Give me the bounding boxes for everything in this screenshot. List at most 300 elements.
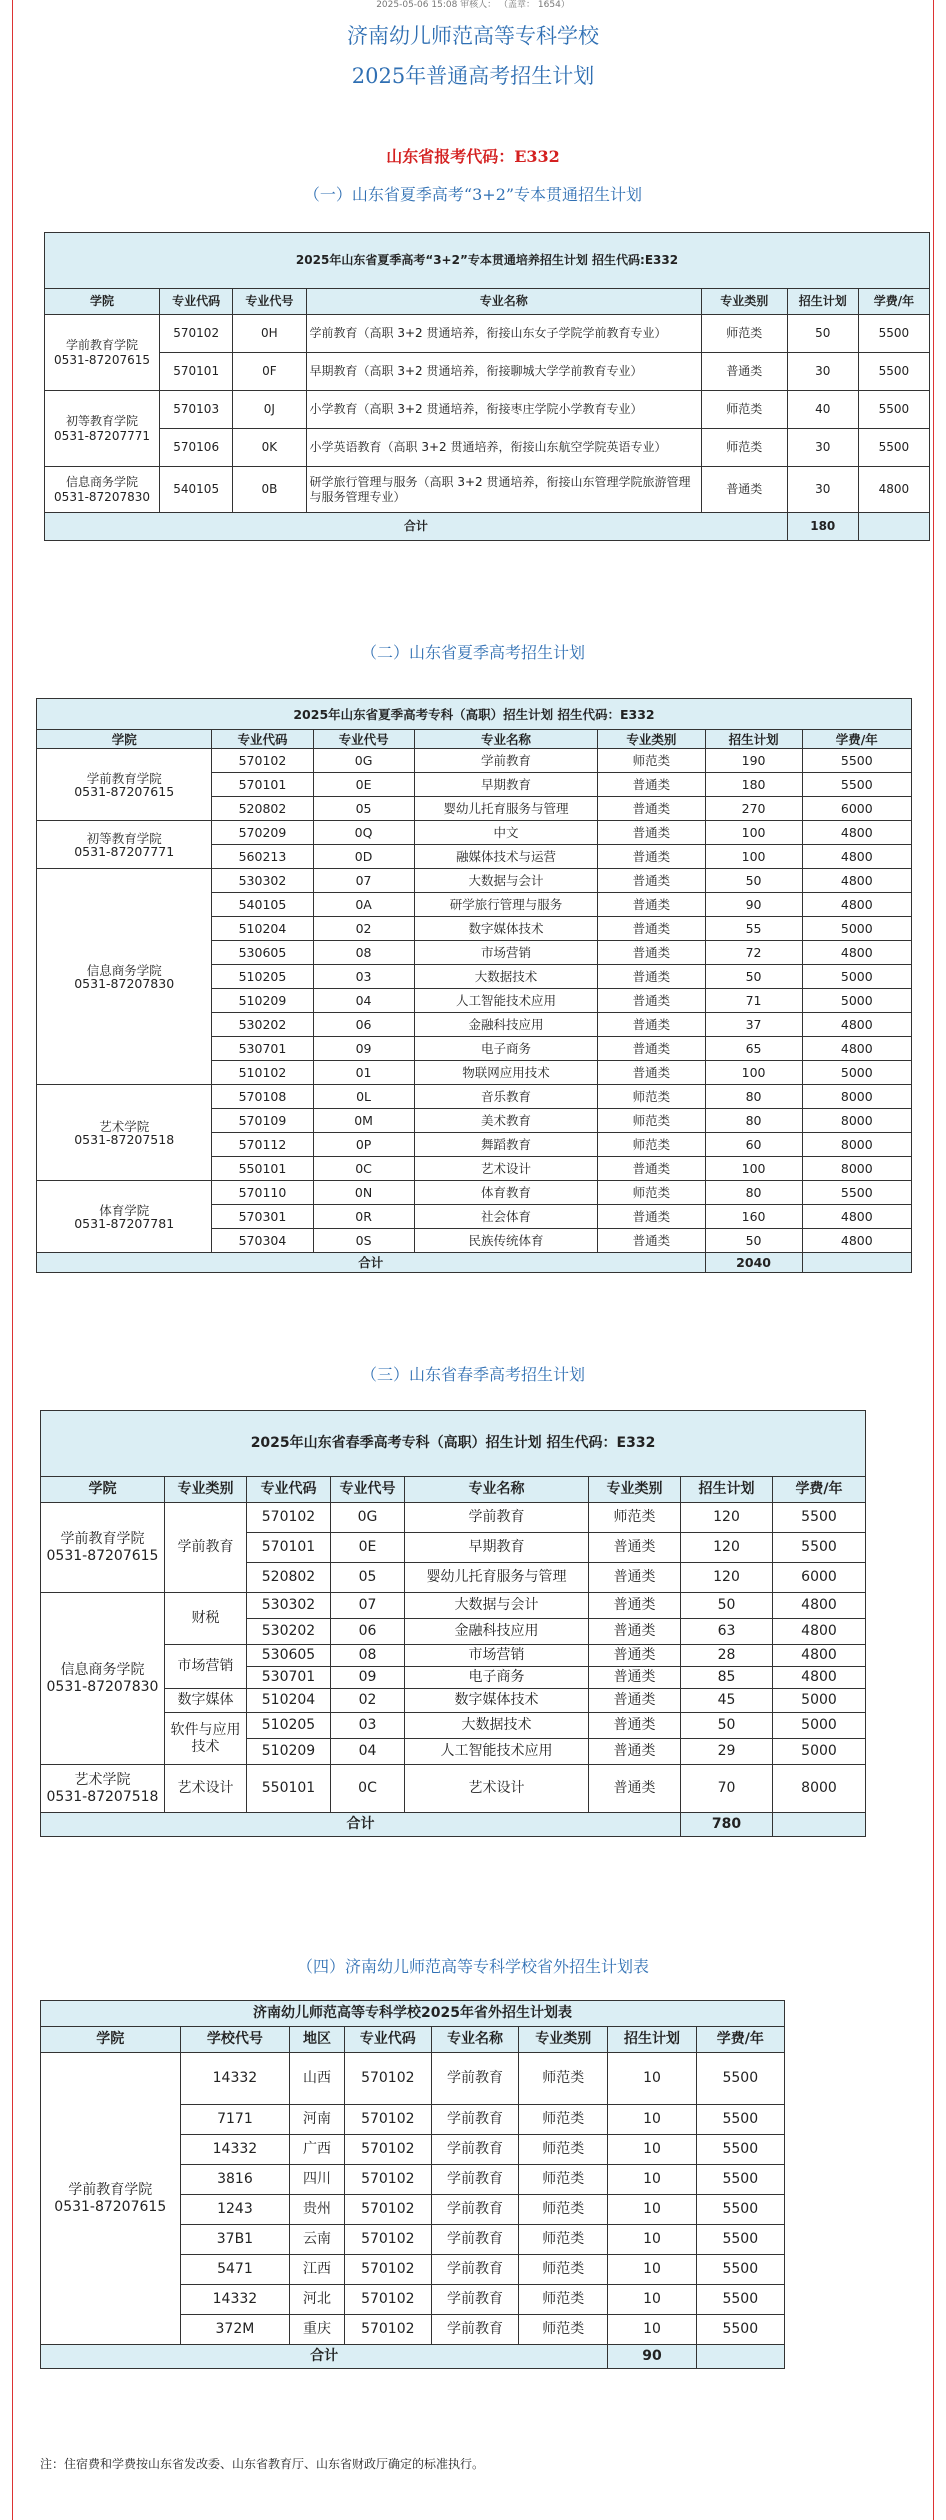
cell-code: 570108 [212,1085,313,1109]
table-title-row [45,233,930,289]
table-title-row [41,2001,785,2027]
cell-code: 510204 [212,917,313,941]
cell-tuition: 5000 [802,989,911,1013]
cell-category: 普通类 [589,1713,681,1739]
cell-name: 早期教育（高职 3+2 贯通培养，衔接聊城大学学前教育专业） [306,353,701,391]
cell-tuition: 5500 [696,2105,784,2135]
cell-category: 普通类 [598,941,705,965]
college-cell: 信息商务学院 0531-87207830 [45,467,160,513]
cell-quota: 30 [787,353,858,391]
cell-region: 重庆 [290,2315,344,2345]
cell-tuition: 4800 [773,1619,866,1645]
cell-name: 人工智能技术应用 [414,989,598,1013]
cell-category: 普通类 [589,1645,681,1667]
header-cell: 招生计划 [681,1477,773,1503]
cell-code: 520802 [247,1563,331,1593]
cell-tuition: 8000 [773,1765,866,1813]
right-border-rule [933,0,934,2520]
cell-name: 物联网应用技术 [414,1061,598,1085]
cell-number: 03 [331,1713,405,1739]
cell-name: 中文 [414,821,598,845]
cell-quota: 10 [608,2053,696,2105]
cell-code: 510204 [247,1689,331,1713]
total-empty [696,2345,784,2369]
section1-heading: （一）山东省夏季高考“3+2”专本贯通招生计划 [303,185,643,204]
header-cell: 专业代号 [233,289,306,315]
cell-quota: 71 [705,989,802,1013]
cell-school-code: 372M [180,2315,290,2345]
header-cell: 专业代码 [247,1477,331,1503]
cell-code: 570102 [344,2053,431,2105]
table-row [41,1645,866,1667]
total-label: 合计 [45,513,788,541]
total-row [37,1253,912,1273]
table-row [45,391,930,429]
cell-quota: 50 [681,1593,773,1619]
table-row [45,315,930,353]
cell-name: 市场营销 [414,941,598,965]
table-row [41,1689,866,1713]
cell-number: 0F [233,353,306,391]
cell-region: 广西 [290,2135,344,2165]
cell-name: 大数据与会计 [414,869,598,893]
total-row [45,513,930,541]
cell-name: 体育教育 [414,1181,598,1205]
cell-tuition: 5500 [696,2255,784,2285]
cell-number: 08 [331,1645,405,1667]
table-section3 [40,1410,866,1837]
cell-code: 570102 [344,2135,431,2165]
cell-code: 570112 [212,1133,313,1157]
header-cell: 专业代码 [160,289,233,315]
cell-category: 师范类 [598,1085,705,1109]
cell-tuition: 5500 [696,2225,784,2255]
cell-code: 570102 [344,2285,431,2315]
cell-name: 电子商务 [405,1667,589,1689]
cell-quota: 63 [681,1619,773,1645]
cell-number: 0J [233,391,306,429]
cell-code: 570102 [344,2315,431,2345]
cell-tuition: 5000 [802,965,911,989]
header-cell: 招生计划 [787,289,858,315]
table-row [37,1181,912,1205]
cell-tuition: 5500 [696,2165,784,2195]
cell-number: 0R [313,1205,414,1229]
header-cell: 学院 [37,730,212,749]
table-title-row [37,699,912,730]
cell-tuition: 8000 [802,1157,911,1181]
table-header-row [41,1477,866,1503]
cell-code: 560213 [212,845,313,869]
cell-tuition: 4800 [773,1593,866,1619]
cell-number: 0L [313,1085,414,1109]
cell-name: 研学旅行管理与服务（高职 3+2 贯通培养，衔接山东管理学院旅游管理与服务管理专业） [306,467,701,513]
subject-category-cell: 财税 [165,1593,247,1645]
college-cell: 初等教育学院 0531-87207771 [45,391,160,467]
cell-school-code: 14332 [180,2053,290,2105]
cell-quota: 10 [608,2165,696,2195]
cell-code: 530701 [247,1667,331,1689]
cell-category: 普通类 [598,1205,705,1229]
cell-name: 学前教育（高职 3+2 贯通培养，衔接山东女子学院学前教育专业） [306,315,701,353]
cell-code: 510205 [247,1713,331,1739]
header-cell: 学费/年 [802,730,911,749]
table-header-row [45,289,930,315]
cell-name: 学前教育 [431,2165,518,2195]
cell-name: 市场营销 [405,1645,589,1667]
cell-code: 540105 [212,893,313,917]
cell-code: 570301 [212,1205,313,1229]
cell-tuition: 5500 [696,2053,784,2105]
cell-code: 530701 [212,1037,313,1061]
footnote: 注：住宿费和学费按山东省发改委、山东省教育厅、山东省财政厅确定的标准执行。 [40,2457,485,2471]
header-cell: 专业名称 [431,2027,518,2053]
header-cell: 专业名称 [414,730,598,749]
cell-name: 美术教育 [414,1109,598,1133]
cell-number: 0H [233,315,306,353]
header-cell: 专业类别 [598,730,705,749]
page-subtitle: 2025年普通高考招生计划 [351,64,595,88]
college-cell: 体育学院 0531-87207781 [37,1181,212,1253]
table-row [45,429,930,467]
cell-code: 570110 [212,1181,313,1205]
cell-quota: 10 [608,2315,696,2345]
cell-tuition: 4800 [802,1205,911,1229]
total-label: 合计 [37,1253,706,1273]
section4-heading: （四）济南幼儿师范高等专科学校省外招生计划表 [296,1957,649,1976]
cell-quota: 10 [608,2135,696,2165]
left-border-rule [12,0,13,2520]
cell-number: 0C [331,1765,405,1813]
cell-quota: 10 [608,2225,696,2255]
cell-category: 普通类 [598,893,705,917]
cell-quota: 50 [787,315,858,353]
cell-number: 0A [313,893,414,917]
cell-category: 普通类 [589,1667,681,1689]
table-title: 济南幼儿师范高等专科学校2025年省外招生计划表 [41,2001,785,2027]
cell-name: 民族传统体育 [414,1229,598,1253]
cell-tuition: 4800 [773,1645,866,1667]
cell-tuition: 4800 [802,869,911,893]
cell-region: 河北 [290,2285,344,2315]
cell-quota: 45 [681,1689,773,1713]
table-header-row [41,2027,785,2053]
cell-quota: 80 [705,1181,802,1205]
cell-quota: 28 [681,1645,773,1667]
cell-quota: 29 [681,1739,773,1765]
total-row [41,1813,866,1837]
table-section2 [36,698,912,1273]
cell-number: 0G [331,1503,405,1533]
cell-category: 师范类 [519,2105,608,2135]
cell-tuition: 8000 [802,1133,911,1157]
table-row [41,2053,785,2105]
header-cell: 地区 [290,2027,344,2053]
cell-name: 大数据技术 [414,965,598,989]
cell-tuition: 5500 [858,391,929,429]
cell-category: 普通类 [598,869,705,893]
cell-number: 01 [313,1061,414,1085]
cell-tuition: 4800 [802,1229,911,1253]
cell-category: 师范类 [589,1503,681,1533]
table-title: 2025年山东省夏季高考“3+2”专本贯通培养招生计划 招生代码:E332 [45,233,930,289]
cell-number: 0M [313,1109,414,1133]
cell-code: 530605 [212,941,313,965]
total-label: 合计 [41,1813,681,1837]
header-cell: 招生计划 [608,2027,696,2053]
cell-tuition: 4800 [802,821,911,845]
total-row [41,2345,785,2369]
cell-number: 0C [313,1157,414,1181]
table-row [37,1085,912,1109]
cell-category: 师范类 [598,1181,705,1205]
cell-category: 师范类 [598,1133,705,1157]
cell-quota: 55 [705,917,802,941]
cell-code: 550101 [212,1157,313,1181]
cell-name: 研学旅行管理与服务 [414,893,598,917]
cell-name: 金融科技应用 [414,1013,598,1037]
cell-name: 数字媒体技术 [405,1689,589,1713]
cell-name: 学前教育 [431,2195,518,2225]
cell-category: 普通类 [598,989,705,1013]
cell-quota: 37 [705,1013,802,1037]
cell-code: 570102 [344,2165,431,2195]
cell-name: 早期教育 [405,1533,589,1563]
cell-number: 0D [313,845,414,869]
college-cell: 初等教育学院 0531-87207771 [37,821,212,869]
cell-school-code: 7171 [180,2105,290,2135]
cell-tuition: 5000 [773,1713,866,1739]
header-cell: 专业代号 [331,1477,405,1503]
cell-number: 06 [331,1619,405,1645]
cell-quota: 160 [705,1205,802,1229]
total-value: 180 [787,513,858,541]
cell-code: 570103 [160,391,233,429]
cell-tuition: 5500 [858,429,929,467]
cell-number: 0G [313,749,414,773]
subject-category-cell: 艺术设计 [165,1765,247,1813]
header-cell: 专业类别 [165,1477,247,1503]
cell-name: 大数据与会计 [405,1593,589,1619]
cell-tuition: 5500 [802,773,911,797]
header-cell: 招生计划 [705,730,802,749]
cell-category: 普通类 [598,821,705,845]
cell-quota: 180 [705,773,802,797]
cell-quota: 80 [705,1085,802,1109]
cell-tuition: 4800 [802,1013,911,1037]
cell-quota: 120 [681,1563,773,1593]
cell-number: 05 [331,1563,405,1593]
cell-quota: 100 [705,1157,802,1181]
cell-code: 570106 [160,429,233,467]
cell-number: 07 [313,869,414,893]
cell-tuition: 4800 [773,1667,866,1689]
cell-region: 江西 [290,2255,344,2285]
cell-quota: 50 [705,1229,802,1253]
college-cell: 艺术学院 0531-87207518 [37,1085,212,1181]
college-cell: 信息商务学院 0531-87207830 [41,1593,165,1765]
header-cell: 学校代号 [180,2027,290,2053]
cell-tuition: 5500 [696,2195,784,2225]
cell-category: 普通类 [598,1013,705,1037]
cell-quota: 90 [705,893,802,917]
cell-code: 570209 [212,821,313,845]
cell-category: 师范类 [701,429,787,467]
cell-number: 0Q [313,821,414,845]
cell-tuition: 5500 [773,1503,866,1533]
cell-tuition: 4800 [802,941,911,965]
cell-name: 人工智能技术应用 [405,1739,589,1765]
cell-number: 0E [331,1533,405,1563]
cell-category: 普通类 [701,467,787,513]
cell-region: 云南 [290,2225,344,2255]
cell-category: 普通类 [589,1689,681,1713]
cell-category: 普通类 [598,1229,705,1253]
top-meta-line: 2025-05-06 15:08 审核人： （盖章： 1654） [376,0,570,10]
cell-number: 09 [313,1037,414,1061]
table-row [37,749,912,773]
cell-name: 学前教育 [431,2285,518,2315]
cell-quota: 65 [705,1037,802,1061]
header-cell: 专业类别 [701,289,787,315]
cell-number: 02 [313,917,414,941]
cell-category: 师范类 [701,315,787,353]
college-cell: 信息商务学院 0531-87207830 [37,869,212,1085]
cell-category: 普通类 [589,1563,681,1593]
cell-number: 04 [313,989,414,1013]
cell-tuition: 6000 [802,797,911,821]
cell-quota: 120 [681,1533,773,1563]
cell-code: 530202 [212,1013,313,1037]
cell-number: 03 [313,965,414,989]
cell-number: 04 [331,1739,405,1765]
cell-quota: 10 [608,2255,696,2285]
cell-name: 社会体育 [414,1205,598,1229]
cell-code: 510205 [212,965,313,989]
cell-school-code: 14332 [180,2285,290,2315]
cell-number: 05 [313,797,414,821]
cell-name: 早期教育 [414,773,598,797]
cell-tuition: 5500 [858,353,929,391]
total-value: 90 [608,2345,696,2369]
cell-name: 婴幼儿托育服务与管理 [405,1563,589,1593]
cell-number: 0S [313,1229,414,1253]
cell-code: 540105 [160,467,233,513]
cell-school-code: 1243 [180,2195,290,2225]
cell-number: 0N [313,1181,414,1205]
cell-number: 0B [233,467,306,513]
table-row [41,1503,866,1533]
cell-region: 四川 [290,2165,344,2195]
cell-school-code: 14332 [180,2135,290,2165]
page-title: 济南幼儿师范高等专科学校 [347,24,599,48]
cell-name: 学前教育 [431,2315,518,2345]
cell-code: 520802 [212,797,313,821]
cell-number: 0P [313,1133,414,1157]
cell-tuition: 4800 [802,1037,911,1061]
cell-tuition: 5000 [802,917,911,941]
cell-quota: 85 [681,1667,773,1689]
cell-quota: 100 [705,1061,802,1085]
cell-tuition: 5000 [802,1061,911,1085]
header-cell: 学费/年 [858,289,929,315]
cell-tuition: 5500 [696,2285,784,2315]
cell-code: 570101 [247,1533,331,1563]
cell-region: 山西 [290,2053,344,2105]
header-cell: 学费/年 [696,2027,784,2053]
cell-number: 09 [331,1667,405,1689]
cell-name: 学前教育 [414,749,598,773]
header-cell: 专业类别 [589,1477,681,1503]
cell-category: 普通类 [589,1593,681,1619]
table-section1 [44,232,930,541]
cell-category: 师范类 [701,391,787,429]
cell-category: 师范类 [519,2135,608,2165]
cell-category: 师范类 [598,749,705,773]
cell-quota: 60 [705,1133,802,1157]
cell-quota: 50 [705,869,802,893]
total-value: 2040 [705,1253,802,1273]
cell-name: 艺术设计 [405,1765,589,1813]
cell-code: 570101 [212,773,313,797]
cell-quota: 10 [608,2105,696,2135]
cell-category: 普通类 [589,1765,681,1813]
subject-category-cell: 软件与应用技术 [165,1713,247,1765]
cell-name: 学前教育 [431,2225,518,2255]
cell-number: 06 [313,1013,414,1037]
cell-number: 02 [331,1689,405,1713]
cell-tuition: 8000 [802,1109,911,1133]
header-cell: 学院 [45,289,160,315]
cell-code: 510209 [212,989,313,1013]
cell-region: 河南 [290,2105,344,2135]
subject-category-cell: 学前教育 [165,1503,247,1593]
cell-category: 普通类 [589,1533,681,1563]
cell-category: 普通类 [598,845,705,869]
cell-tuition: 5500 [773,1533,866,1563]
cell-code: 570102 [344,2225,431,2255]
cell-quota: 190 [705,749,802,773]
total-value: 780 [681,1813,773,1837]
cell-category: 普通类 [598,917,705,941]
cell-category: 师范类 [598,1109,705,1133]
cell-category: 师范类 [519,2315,608,2345]
cell-number: 0E [313,773,414,797]
table-row [45,353,930,391]
cell-category: 普通类 [598,965,705,989]
table-title-row [41,1411,866,1477]
college-cell: 学前教育学院 0531-87207615 [45,315,160,391]
cell-name: 学前教育 [431,2135,518,2165]
college-cell: 艺术学院 0531-87207518 [41,1765,165,1813]
subject-category-cell: 市场营销 [165,1645,247,1689]
cell-code: 570102 [344,2105,431,2135]
table-row [37,869,912,893]
header-cell: 专业代号 [313,730,414,749]
cell-code: 570102 [344,2255,431,2285]
table-section4 [40,2000,785,2369]
cell-name: 小学英语教育（高职 3+2 贯通培养，衔接山东航空学院英语专业） [306,429,701,467]
cell-code: 570102 [160,315,233,353]
cell-school-code: 5471 [180,2255,290,2285]
header-cell: 学费/年 [773,1477,866,1503]
header-cell: 学院 [41,2027,181,2053]
header-cell: 专业类别 [519,2027,608,2053]
cell-quota: 270 [705,797,802,821]
cell-name: 音乐教育 [414,1085,598,1109]
cell-quota: 10 [608,2195,696,2225]
cell-name: 婴幼儿托育服务与管理 [414,797,598,821]
